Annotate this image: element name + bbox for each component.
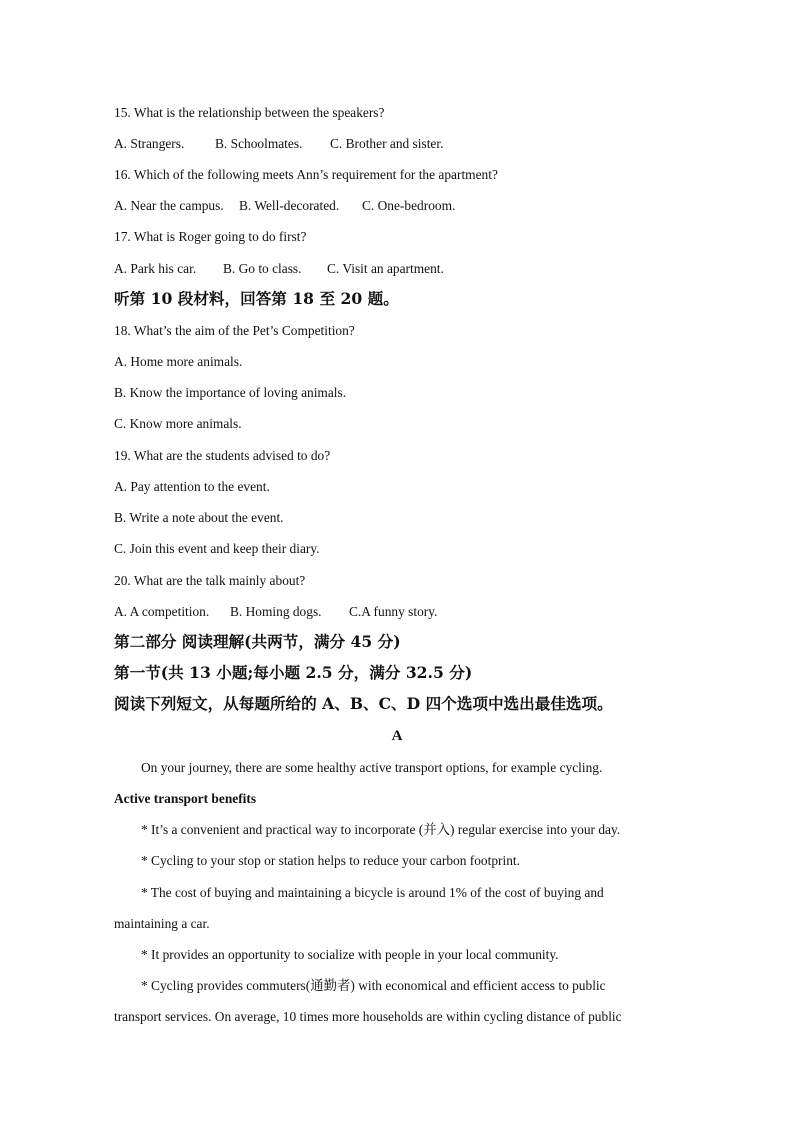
question-20: 20. What are the talk mainly about?: [114, 573, 306, 588]
option-c: C. Brother and sister.: [330, 136, 444, 151]
option-b: B. Homing dogs.: [230, 604, 322, 619]
option-b: B. Well-decorated.: [239, 198, 340, 213]
benefit-4: * It provides an opportunity to socialize with people in your local community.: [141, 947, 559, 962]
benefit-2: * Cycling to your stop or station helps to reduce your carbon footprint.: [141, 853, 520, 868]
question-20-options: [114, 603, 437, 621]
passage-intro: On your journey, there are some healthy active transport options, for example cycling.: [141, 760, 603, 775]
passage-letter: A: [391, 728, 403, 744]
option-a: A. A competition.: [114, 604, 210, 619]
option-a: A. Park his car.: [114, 261, 197, 276]
option-b: B. Schoolmates.: [215, 136, 303, 151]
question-17: 17. What is Roger going to do first?: [114, 229, 307, 244]
benefit-1: * It’s a convenient and practical way to incorporate (并入) regular exercise into your day.: [141, 822, 621, 837]
benefit-3-line-1: * The cost of buying and maintaining a bicycle is around 1% of the cost of buying and: [141, 885, 604, 900]
option-c: C. One-bedroom.: [362, 198, 456, 213]
section-1-heading: 第一节(共 13 小题;每小题 2.5 分，满分 32.5 分): [114, 663, 473, 682]
question-15-options: [114, 135, 443, 153]
benefit-3-line-2: maintaining a car.: [114, 916, 210, 931]
option-a: A. Strangers.: [114, 136, 185, 151]
question-19-option-a: A. Pay attention to the event.: [114, 479, 270, 494]
question-16-options: [114, 197, 455, 215]
option-c: C.A funny story.: [349, 604, 438, 619]
passage-subheading: Active transport benefits: [114, 791, 257, 806]
question-19: 19. What are the students advised to do?: [114, 448, 331, 463]
question-18-option-a: A. Home more animals.: [114, 354, 243, 369]
question-19-option-b: B. Write a note about the event.: [114, 510, 284, 525]
part-2-heading: 第二部分 阅读理解(共两节，满分 45 分): [114, 632, 401, 651]
option-a: A. Near the campus.: [114, 198, 224, 213]
question-18: 18. What’s the aim of the Pet’s Competition?: [114, 323, 355, 338]
option-c: C. Visit an apartment.: [327, 261, 444, 276]
benefit-5-line-2: transport services. On average, 10 times more households are within cycling distance of public: [114, 1009, 622, 1024]
question-19-option-c: C. Join this event and keep their diary.: [114, 541, 320, 556]
question-18-option-b: B. Know the importance of loving animals.: [114, 385, 347, 400]
benefit-5-line-1: * Cycling provides commuters(通勤者) with economical and efficient access to public: [141, 978, 606, 993]
question-18-option-c: C. Know more animals.: [114, 416, 242, 431]
question-16: 16. Which of the following meets Ann’s requirement for the apartment?: [114, 167, 498, 182]
instructions: 阅读下列短文，从每题所给的 A、B、C、D 四个选项中选出最佳选项。: [114, 694, 613, 713]
option-b: B. Go to class.: [223, 261, 302, 276]
question-15: 15. What is the relationship between the speakers?: [114, 105, 385, 120]
question-17-options: [114, 260, 444, 278]
section-10-heading: 听第 10 段材料，回答第 18 至 20 题。: [114, 289, 399, 308]
